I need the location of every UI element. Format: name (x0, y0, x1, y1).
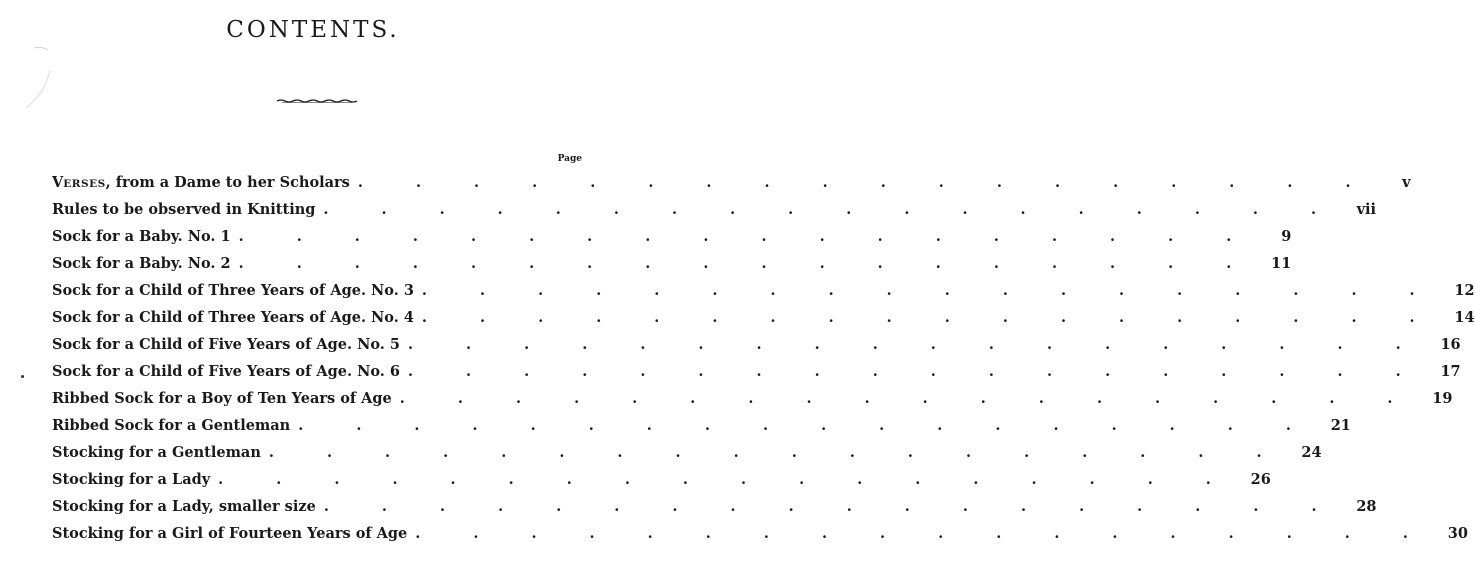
margin-speck-icon (21, 375, 24, 378)
contents-entry[interactable] (52, 223, 1292, 250)
entry-title (52, 174, 350, 191)
contents-entry[interactable] (52, 466, 1271, 493)
contents-entry[interactable] (52, 250, 1292, 277)
dot-leader: . . . . . . . . . . . . . . . . . . (421, 282, 1439, 299)
entry-title: Sock for a Child of Three Years of Age. No. 3 (52, 282, 414, 299)
contents-entry[interactable] (52, 304, 1475, 331)
dot-leader: . . . . . . . . . . . . . . . . . . (238, 228, 1256, 245)
page-title: CONTENTS. (226, 17, 400, 43)
page-number: 14 (1454, 309, 1475, 326)
contents-entry[interactable] (52, 358, 1461, 385)
dot-leader: . . . . . . . . . . . . . . . . . . (407, 336, 1425, 353)
entry-title: Stocking for a Gentleman (52, 444, 261, 461)
dot-leader: . . . . . . . . . . . . . . . . . . (357, 174, 1375, 191)
margin-smudge-icon (20, 42, 60, 114)
contents-entry[interactable] (52, 331, 1461, 358)
page-number: 16 (1440, 336, 1461, 353)
dot-leader: . . . . . . . . . . . . . . . . . . (238, 255, 1256, 272)
contents-entry[interactable] (52, 277, 1475, 304)
page-number: 26 (1250, 471, 1271, 488)
page-number: 30 (1447, 525, 1468, 542)
contents-entry[interactable] (52, 520, 1468, 547)
entry-title: Rules to be observed in Knitting (52, 201, 316, 218)
entry-title: Sock for a Baby. No. 2 (52, 255, 231, 272)
contents-entry[interactable] (52, 493, 1377, 520)
page-number: 17 (1440, 363, 1461, 380)
entry-title: Stocking for a Girl of Fourteen Years of Age (52, 525, 408, 542)
dot-leader: . . . . . . . . . . . . . . . . . . (323, 498, 1341, 515)
page-number: vii (1356, 201, 1377, 218)
small-caps-rest: ERSES (63, 178, 106, 190)
ornament-rule-icon (276, 98, 358, 104)
contents-entry[interactable] (52, 385, 1453, 412)
dot-leader: . . . . . . . . . . . . . . . . . . (323, 201, 1341, 218)
page-number: 11 (1271, 255, 1292, 272)
entry-title: Sock for a Child of Three Years of Age. No. 4 (52, 309, 414, 326)
page-number: 12 (1454, 282, 1475, 299)
dot-leader: . . . . . . . . . . . . . . . . . . (298, 417, 1315, 434)
page-number: 28 (1356, 498, 1377, 515)
page-column-header: Page (557, 154, 582, 164)
contents-list (52, 169, 1475, 547)
page-number: 24 (1301, 444, 1322, 461)
entry-title: Sock for a Child of Five Years of Age. No. 5 (52, 336, 400, 353)
contents-entry-verses[interactable] (52, 169, 1411, 196)
entry-title: Ribbed Sock for a Boy of Ten Years of Age (52, 390, 392, 407)
entry-title: Ribbed Sock for a Gentleman (52, 417, 291, 434)
page-number: 9 (1281, 228, 1292, 245)
entry-title-rest: , from a Dame to her Scholars (105, 174, 350, 191)
entry-title: Sock for a Baby. No. 1 (52, 228, 231, 245)
dot-leader: . . . . . . . . . . . . . . . . . . (268, 444, 1286, 461)
entry-title: Stocking for a Lady, smaller size (52, 498, 316, 515)
entry-title: Sock for a Child of Five Years of Age. No. 6 (52, 363, 400, 380)
entry-title: Stocking for a Lady (52, 471, 211, 488)
dot-leader: . . . . . . . . . . . . . . . . . . (399, 390, 1417, 407)
contents-entry[interactable] (52, 439, 1322, 466)
dot-leader: . . . . . . . . . . . . . . . . . . (421, 309, 1439, 326)
contents-entry[interactable] (52, 196, 1377, 223)
dot-leader: . . . . . . . . . . . . . . . . . . (407, 363, 1425, 380)
page-number: 21 (1330, 417, 1351, 434)
dot-leader: . . . . . . . . . . . . . . . . . . (415, 525, 1432, 542)
page-number: v (1402, 174, 1411, 191)
small-caps-initial: V (52, 174, 64, 191)
dot-leader: . . . . . . . . . . . . . . . . . . (218, 471, 1235, 488)
contents-entry[interactable] (52, 412, 1351, 439)
page-number: 19 (1432, 390, 1453, 407)
